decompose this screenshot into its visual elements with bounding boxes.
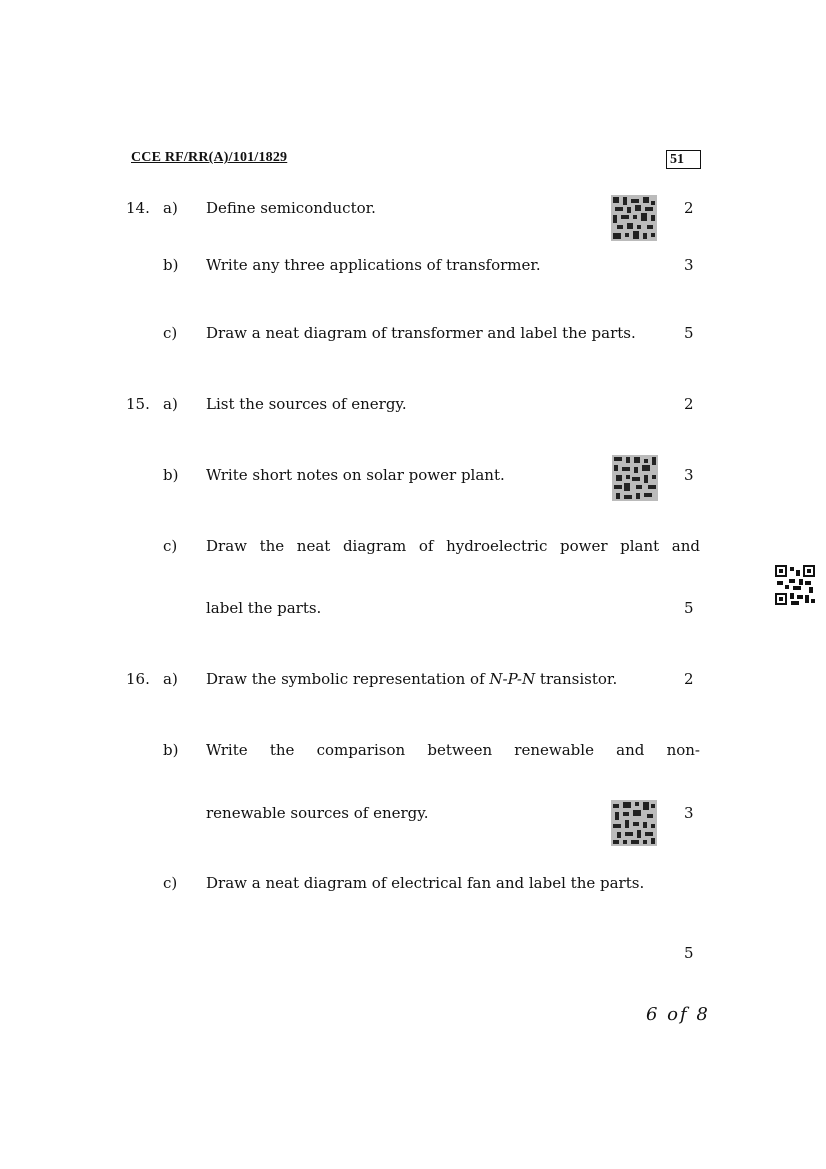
question-15a-marks: 2 [684,395,694,413]
question-14a-marks: 2 [684,199,694,217]
qr-code-icon [611,800,657,846]
question-16c-label: c) [163,874,178,892]
question-16b-text-line1: Write the comparison between renewable and non- [206,741,700,759]
question-15c-label: c) [163,537,178,555]
question-15b-text: Write short notes on solar power plant. [206,466,505,484]
question-14a-text: Define semiconductor. [206,199,376,217]
question-16a-text-after: transistor. [535,670,618,688]
question-15c-text-line1: Draw the neat diagram of hydroelectric power plant and [206,537,700,555]
question-15a-text: List the sources of energy. [206,395,407,413]
question-14b-text: Write any three applications of transformer. [206,256,541,274]
question-number-14: 14. [126,199,150,217]
question-16b-label: b) [163,741,179,759]
question-16b-marks: 3 [684,804,694,822]
question-15c-text-line2: label the parts. [206,599,322,617]
question-15c-marks: 5 [684,599,694,617]
page-number-box: 51 [666,150,701,169]
question-14b-label: b) [163,256,179,274]
question-14c-marks: 5 [684,324,694,342]
question-number-15: 15. [126,395,150,413]
question-16a-text [206,669,617,689]
question-16a-label: a) [163,670,178,688]
qr-code-icon [611,195,657,241]
question-16a-text-before: Draw the symbolic representation of [206,670,490,688]
transistor-type: N-P-N [489,670,536,688]
question-14c-text: Draw a neat diagram of transformer and label the parts. [206,324,636,342]
paper-code: CCE RF/RR(A)/101/1829 [131,150,288,165]
question-14b-marks: 3 [684,256,694,274]
question-16a-marks: 2 [684,670,694,688]
question-16c-marks: 5 [684,944,694,962]
question-16b-text-line2: renewable sources of energy. [206,804,429,822]
question-15b-label: b) [163,466,179,484]
qr-code-icon [612,455,658,501]
question-16c-text: Draw a neat diagram of electrical fan and label the parts. [206,874,645,892]
question-number-16: 16. [126,670,150,688]
question-15a-label: a) [163,395,178,413]
qr-code-icon [775,565,815,605]
question-14c-label: c) [163,324,178,342]
page-footer: 6 of 8 [646,1004,710,1025]
question-15b-marks: 3 [684,466,694,484]
question-14a-label: a) [163,199,178,217]
